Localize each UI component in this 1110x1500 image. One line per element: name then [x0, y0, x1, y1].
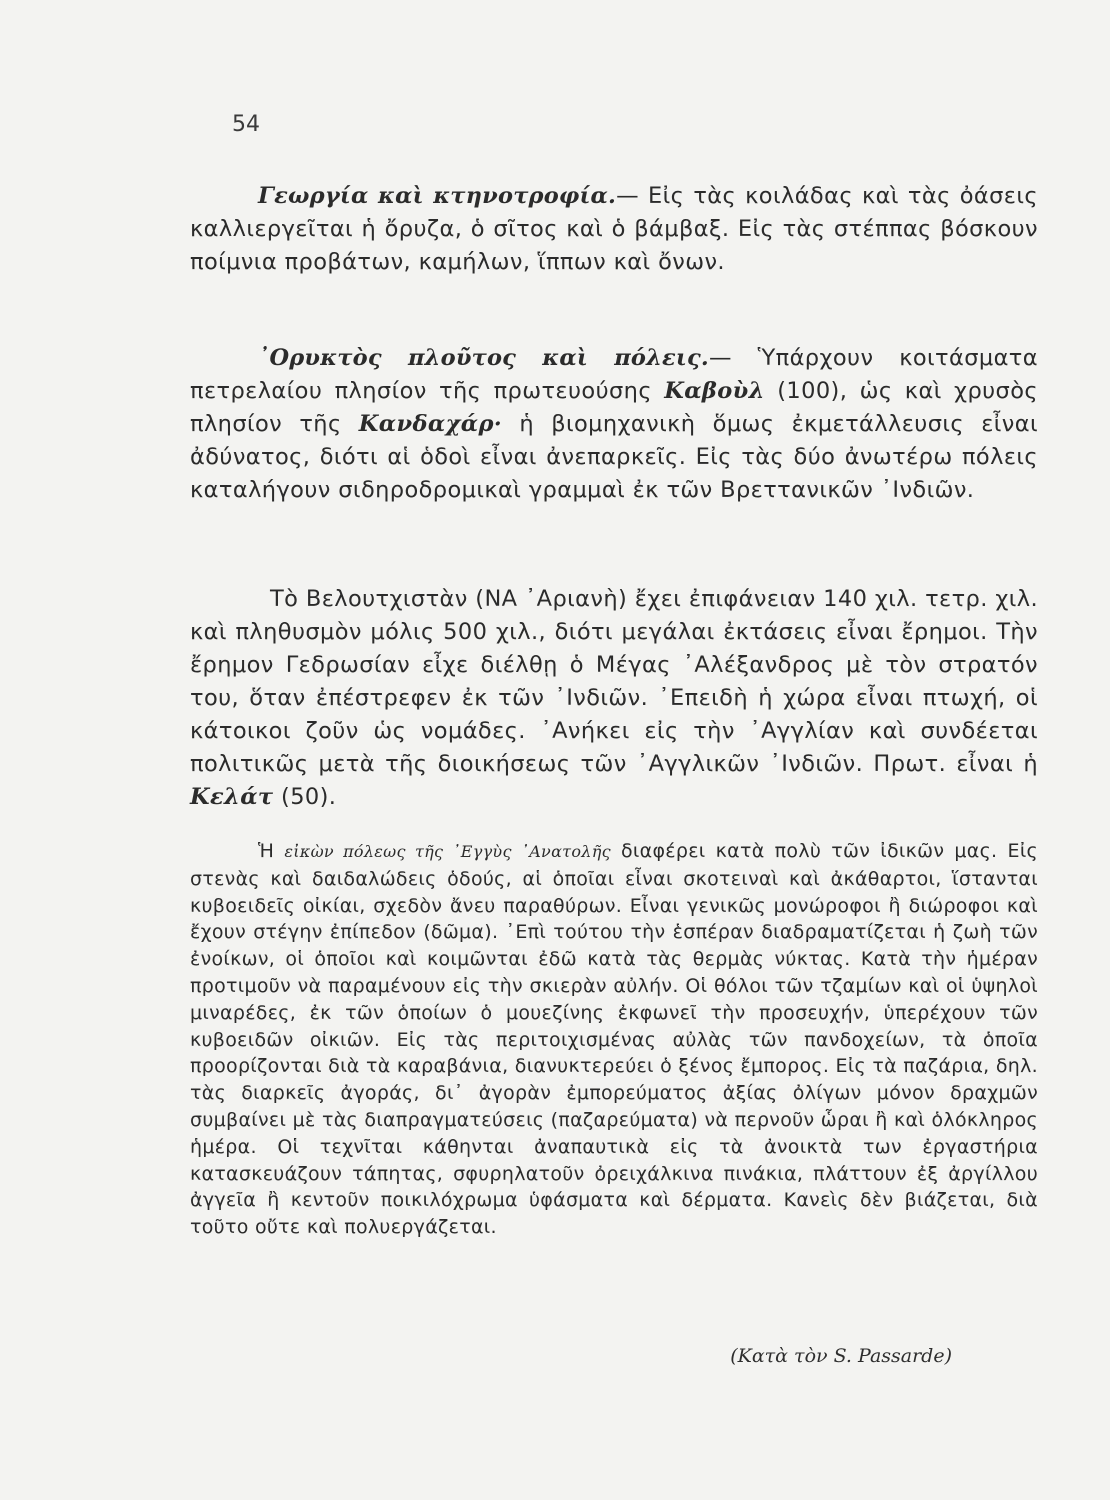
paragraph-text: (50). [273, 784, 337, 810]
paragraph-text: ἡ βιομηχανικὴ ὅμως ἐκμετάλλευσις εἶναι ἀδύνατος, διότι αἱ ὁδοὶ εἶναι ἀνεπαρκεῖς. Εἰς τὰς δύο ἀνωτέρω πόλεις καταλήγουν σιδηροδρομικαὶ γραμμαὶ ἐκ τῶν Βρεττανικῶν ᾿Ινδιῶν. [190, 411, 1038, 503]
paragraph-text: — Εἰς τὰς κοιλάδας καὶ τὰς ὀάσεις καλλιεργεῖται ἡ ὄρυζα, ὁ σῖτος καὶ ὁ βάμβαξ. Εἰς τὰς στέππας βόσκουν ποίμνια προβάτων, καμήλων, ἵππων καὶ ὄνων. [190, 183, 1038, 275]
place-name-kandahar: Κανδαχάρ· [358, 411, 503, 437]
source-citation: (Κατὰ τὸν S. Passarde) [730, 1345, 952, 1367]
place-name-kalat: Κελάτ [190, 784, 274, 810]
place-name-kabul: Καβοὺλ [664, 378, 765, 404]
boxed-reading-city-image [190, 838, 1038, 1241]
paragraph-text: Τὸ Βελουτχιστὰν (ΝΑ ᾿Αριανὴ) ἔχει ἐπιφάνειαν 140 χιλ. τετρ. χιλ. καὶ πληθυσμὸν μόλις 500 χιλ., διότι μεγάλαι ἐκτάσεις εἶναι ἔρημοι. Τὴν ἔρημον Γεδρωσίαν εἶχε διέλθῃ ὁ Μέγας ᾿Αλέξανδρος μὲ τὸν στρατόν του, ὅταν ἐπέστρεφεν ἐκ τῶν ᾿Ινδιῶν. ᾿Επειδὴ ἡ χώρα εἶναι πτωχή, οἱ κάτοικοι ζοῦν ὡς νομάδες. ᾿Ανήκει εἰς τὴν ᾿Αγγλίαν καὶ συνδέεται πολιτικῶς μετὰ τῆς διοικήσεως τῶν ᾿Αγγλικῶν ᾿Ινδιῶν. Πρωτ. εἶναι ἡ [190, 586, 1038, 777]
section-heading-minerals: ᾿Ορυκτὸς πλοῦτος καὶ πόλεις. [258, 345, 709, 371]
paragraph-baluchistan [190, 583, 1038, 814]
reading-lead: εἰκὼν πόλεως τῆς ᾿Εγγὺς ᾿Ανατολῆς [284, 842, 611, 861]
paragraph-minerals-cities [190, 342, 1038, 507]
paragraph-text: — Ὑπάρχουν κοιτάσματα πετρελαίου πλησίον τῆς πρωτευούσης [190, 345, 1038, 404]
paragraph-agriculture [190, 180, 1038, 279]
reading-lead-article: Ἡ [258, 840, 285, 862]
paragraph-text: (100), ὡς καὶ χρυσὸς πλησίον τῆς [190, 378, 1038, 437]
page-number: 54 [232, 112, 260, 137]
section-heading-agriculture: Γεωργία καὶ κτηνοτροφία. [258, 183, 617, 209]
reading-text: διαφέρει κατὰ πολὺ τῶν ἰδικῶν μας. Εἰς στενὰς καὶ δαιδαλώδεις ὁδούς, αἱ ὁποῖαι εἶναι σκοτειναὶ καὶ ἀκάθαρτοι, ἵστανται κυβοειδεῖς οἰκίαι, σχεδὸν ἄνευ παραθύρων. Εἶναι γενικῶς μονώροφοι ἢ διώροφοι καὶ ἔχουν στέγην ἐπίπεδον (δῶμα). ᾿Επὶ τούτου τὴν ἑσπέραν διαδραματίζεται ἡ ζωὴ τῶν ἐνοίκων, οἱ ὁποῖοι καὶ κοιμῶνται ἐδῶ κατὰ τὰς θερμὰς νύκτας. Κατὰ τὴν ἡμέραν προτιμοῦν νὰ παραμένουν εἰς τὴν σκιερὰν αὐλήν. Οἱ θόλοι τῶν τζαμίων καὶ οἱ ὑψηλοὶ μιναρέδες, ἐκ τῶν ὁποίων ὁ μουεζίνης ἐκφωνεῖ τὴν προσευχήν, ὑπερέχουν τῶν κυβοειδῶν οἰκιῶν. Εἰς τὰς περιτοιχισμένας αὐλὰς τῶν πανδοχείων, τὰ ὁποῖα προορίζονται διὰ τὰ καραβάνια, διανυκτερεύει ὁ ξένος ἔμπορος. Εἰς τὰ παζάρια, δηλ. τὰς διαρκεῖς ἀγοράς, δι᾿ ἀγορὰν ἐμπορεύματος ἀξίας ὀλίγων μόνον δραχμῶν συμβαίνει μὲ τὰς διαπραγματεύσεις (παζαρεύματα) νὰ περνοῦν ὧραι ἢ καὶ ὁλόκληρος ἡμέρα. Οἱ τεχνῖται κάθηνται ἀναπαυτικὰ εἰς τὰ ἀνοικτὰ των ἐργαστήρια κατασκευάζουν τάπητας, σφυρηλατοῦν ὀρειχάλκινα πινάκια, πλάττουν ἐξ ἀργίλλου ἀγγεῖα ἢ κεντοῦν ποικιλόχρωμα ὑφάσματα καὶ δέρματα. Κανεὶς δὲν βιάζεται, διὰ τοῦτο οὔτε καὶ πολυεργάζεται. [190, 840, 1039, 1239]
